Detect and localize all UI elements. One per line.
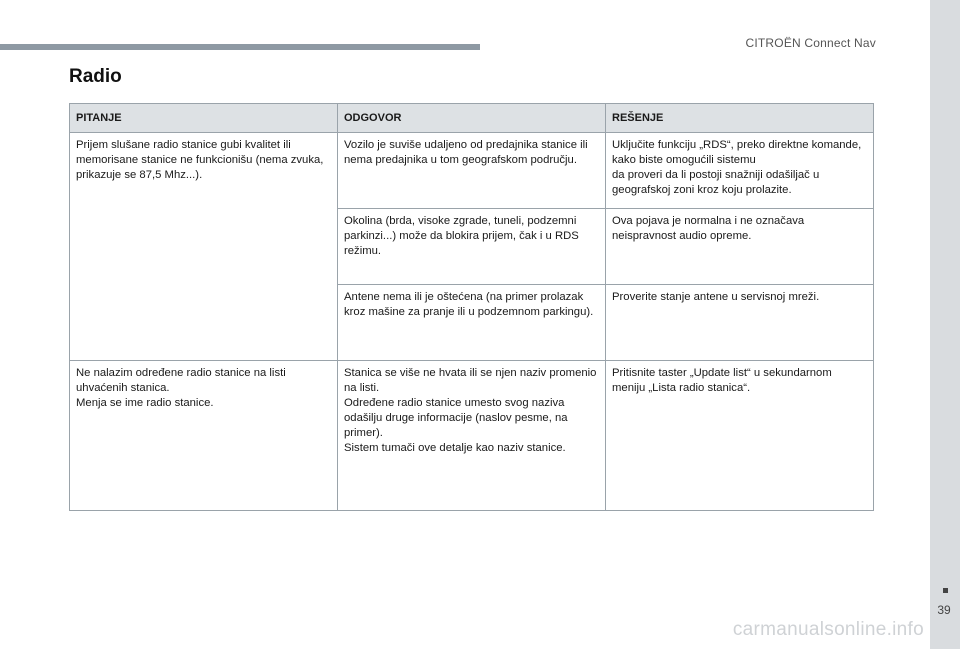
answer-cell: Stanica se više ne hvata ili se njen naziv promenio na listi. Određene radio stanice umesto svog naziva odašilju druge informacije (naslov pesme, na primer). Sistem tumači ove detalje kao naziv stanice. [338,361,606,511]
answer-cell: Antene nema ili je oštećena (na primer prolazak kroz mašine za pranje ili u podzemnom parkingu). [338,285,606,361]
table-header-row [70,104,874,133]
table-row [70,133,874,209]
solution-cell: Uključite funkciju „RDS“, preko direktne komande, kako biste omogućili sistemu da proveri da li postoji snažniji odašiljač u geografskoj zoni kroz koju prolazite. [606,133,874,209]
column-header-answer: ODGOVOR [338,104,606,133]
header-rule [0,44,480,50]
brand-label: CITROËN Connect Nav [745,36,876,50]
page-side-strip [930,0,960,649]
solution-cell: Pritisnite taster „Update list“ u sekundarnom meniju „Lista radio stanica“. [606,361,874,511]
question-cell: Ne nalazim određene radio stanice na listi uhvaćenih stanica. Menja se ime radio stanice. [70,361,338,511]
page-number: 39 [937,603,951,617]
column-header-solution: REŠENJE [606,104,874,133]
page-title: Radio [69,66,122,87]
solution-cell: Proverite stanje antene u servisnoj mreži. [606,285,874,361]
page-marker [943,588,948,593]
answer-cell: Vozilo je suviše udaljeno od predajnika stanice ili nema predajnika u tom geografskom području. [338,133,606,209]
answer-cell: Okolina (brda, visoke zgrade, tuneli, podzemni parkinzi...) može da blokira prijem, čak i u RDS režimu. [338,209,606,285]
solution-cell: Ova pojava je normalna i ne označava neispravnost audio opreme. [606,209,874,285]
table-row [70,361,874,511]
question-cell: Prijem slušane radio stanice gubi kvalitet ili memorisane stanice ne funkcionišu (nema zvuka, prikazuje se 87,5 Mhz...). [70,133,338,361]
watermark: carmanualsonline.info [732,619,924,640]
troubleshooting-table [69,103,874,511]
column-header-question: PITANJE [70,104,338,133]
